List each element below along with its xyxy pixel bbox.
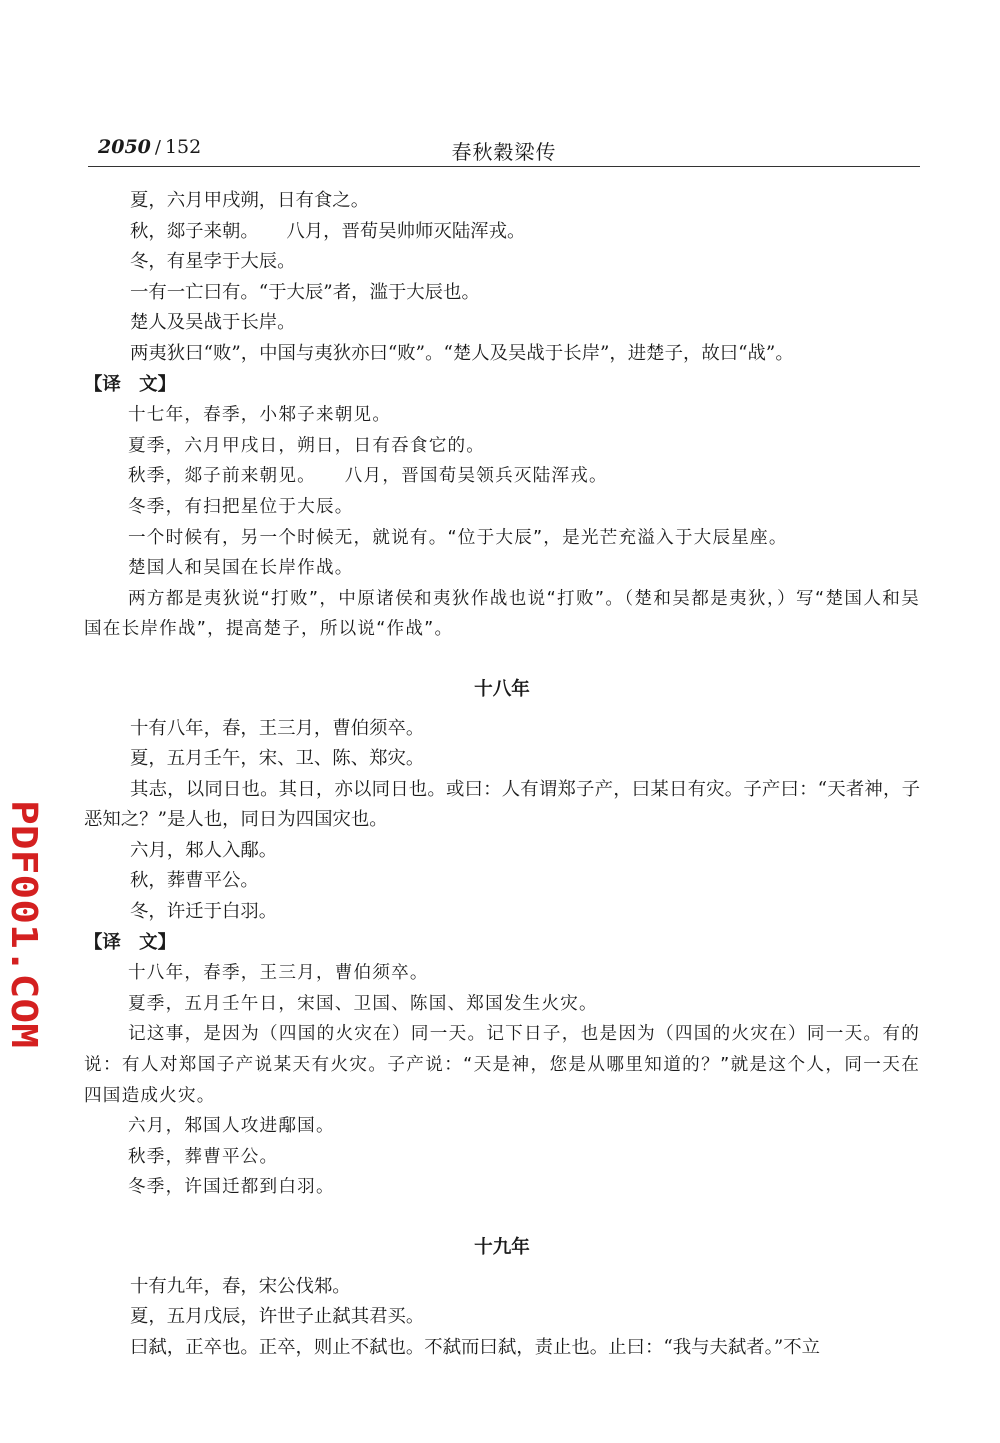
year-heading: 十八年: [474, 678, 530, 700]
text-paragraph: 两夷狄曰“败”，中国与夷狄亦曰“败”。“楚人及吴战于长岸”，进楚子，故曰“战”。: [130, 342, 794, 364]
translation-paragraph: 秋季，郯子前来朝见。 八月，晋国荀吴领兵灭陆浑戎。: [128, 466, 608, 487]
translation-paragraph: 楚国人和吴国在长岸作战。: [128, 558, 354, 579]
text-paragraph: 其志，以同日也。其日，亦以同日也。或曰：人有谓郑子产，曰某日有灾。子产曰：“天者神，子恶知之？”是人也，同日为四国灾也。: [84, 778, 920, 831]
translation-paragraph: 两方都是夷狄说“打败”，中原诸侯和夷狄作战也说“打败”。（楚和吴都是夷狄，）写“楚国人和吴国在长岸作战”，提高楚子，所以说“作战”。: [84, 588, 920, 640]
translation-paragraph: 十八年，春季，王三月，曹伯须卒。: [128, 963, 429, 984]
text-paragraph: 夏，五月戊辰，许世子止弑其君买。: [130, 1306, 425, 1328]
translation-heading: 【译 文】: [84, 373, 176, 395]
text-paragraph: 秋，郯子来朝。 八月，晋荀吴帅师灭陆浑戎。: [130, 220, 526, 242]
translation-paragraph: 夏季，六月甲戌日，朔日，日有吞食它的。: [128, 435, 486, 456]
text-paragraph: 十有八年，春，王三月，曹伯须卒。: [130, 717, 425, 739]
text-paragraph: 冬，有星孛于大辰。: [130, 251, 296, 273]
translation-paragraph: 夏季，五月壬午日，宋国、卫国、陈国、郑国发生火灾。: [128, 993, 598, 1014]
text-paragraph: 夏，六月甲戌朔，日有食之。: [130, 190, 370, 211]
text-paragraph: 曰弑，正卒也。正卒，则止不弑也。不弑而曰弑，责止也。止曰：“我与夫弑者。”不立: [130, 1336, 821, 1358]
text-paragraph: 六月，邾人入鄅。: [130, 839, 278, 861]
watermark-logo: [2, 800, 42, 1052]
translation-paragraph: 六月，邾国人攻进鄅国。: [128, 1116, 335, 1137]
book-title: 春秋穀梁传: [451, 140, 557, 164]
translation-paragraph: 记这事，是因为（四国的火灾在）同一天。记下日子，也是因为（四国的火灾在）同一天。有的说：有人对郑国子产说某天有火灾。子产说：“天是神，您是从哪里知道的？”就是这个人，同一天在四国造成火灾。: [84, 1024, 920, 1106]
translation-paragraph: 一个时候有，另一个时候无，就说有。“位于大辰”，是光芒充溢入于大辰星座。: [128, 527, 788, 548]
translation-heading: 【译 文】: [84, 931, 176, 953]
text-paragraph: 夏，五月壬午，宋、卫、陈、郑灾。: [130, 748, 425, 770]
page-number-bold: 2050: [98, 136, 151, 158]
page-content: [84, 186, 920, 1363]
text-paragraph: 楚人及吴战于长岸。: [130, 312, 296, 334]
translation-paragraph: 冬季，有扫把星位于大辰。: [128, 496, 354, 517]
page-number-separator: /: [154, 137, 161, 158]
page-header: [88, 136, 920, 167]
page-number-value: 152: [164, 136, 202, 158]
translation-paragraph: 秋季，葬曹平公。: [128, 1146, 279, 1167]
svg-text:PDF001.COM: PDF001.COM: [3, 800, 42, 1017]
text-paragraph: 秋，葬曹平公。: [130, 870, 259, 892]
translation-paragraph: 冬季，许国迁都到白羽。: [128, 1177, 335, 1198]
watermark-graphic: [2, 800, 42, 1052]
year-heading: 十九年: [474, 1237, 530, 1258]
text-paragraph: 冬，许迁于白羽。: [130, 901, 278, 923]
translation-paragraph: 十七年，春季，小邾子来朝见。: [128, 405, 392, 426]
text-paragraph: 一有一亡曰有。“于大辰”者，滥于大辰也。: [130, 281, 480, 303]
text-paragraph: 十有九年，春，宋公伐邾。: [130, 1275, 351, 1297]
